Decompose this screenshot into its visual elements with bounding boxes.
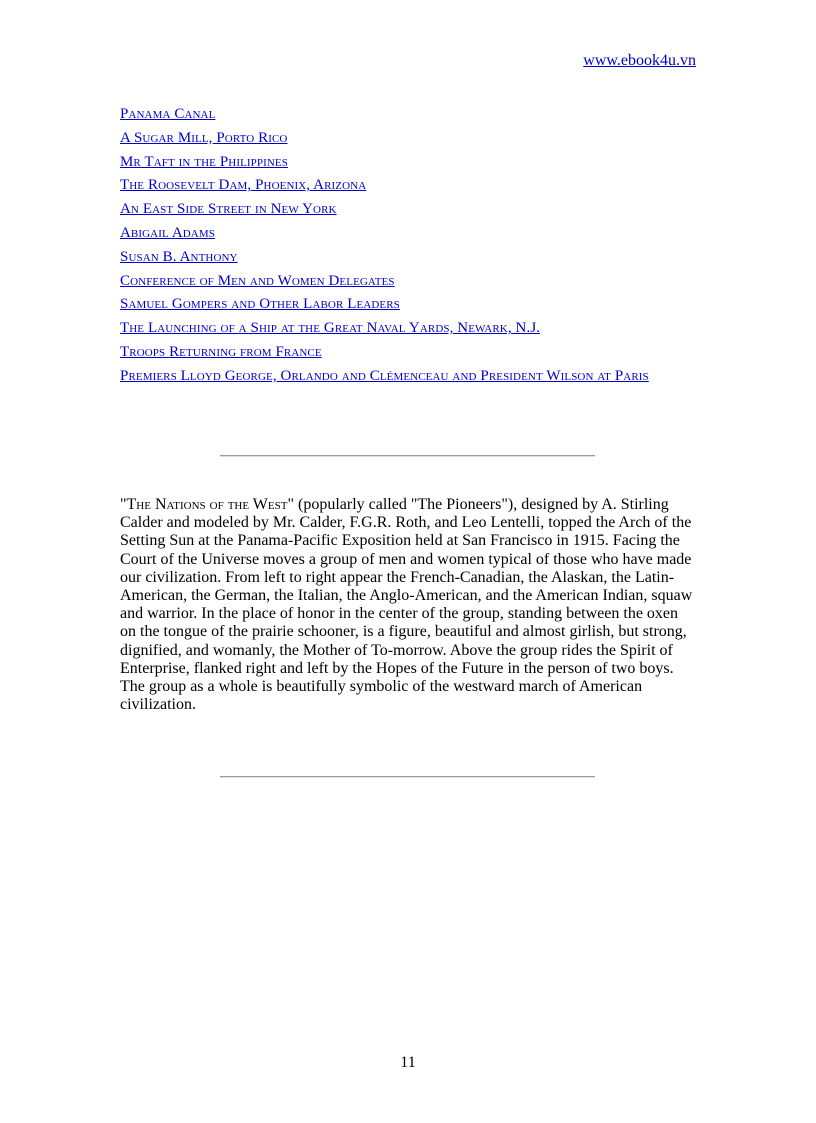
illustration-link-ship-launching[interactable]: The Launching of a Ship at the Great Naval Yards, Newark, N.J. (120, 320, 541, 337)
list-item (120, 319, 700, 337)
list-item (120, 343, 700, 361)
illustration-link-troops-returning[interactable]: Troops Returning from France (120, 343, 322, 360)
horizontal-rule (220, 455, 595, 457)
caption-open-quote: " (120, 496, 127, 513)
list-item (120, 176, 700, 194)
page-number: 11 (400, 1054, 416, 1071)
list-item (120, 129, 700, 147)
list-item (120, 200, 700, 218)
illustration-link-conference-delegates[interactable]: Conference of Men and Women Delegates (120, 272, 395, 289)
caption-text: " (popularly called "The Pioneers"), designed by A. Stirling Calder and modeled by Mr. Calder, F.G.R. Roth, and Leo Lentelli, topped the Arch of the Setting Sun at the Panama-Pacific Exposition held at San Francisco in 1915. Facing the Court of the Universe moves a group of men and women typical of those who have made our civilization. From left to right appear the French-Canadian, the Alaskan, the Latin-American, the German, the Italian, the Anglo-American, and the American Indian, squaw and warrior. In the place of honor in the center of the group, standing between the oxen on the tongue of the prairie schooner, is a figure, beautiful and almost girlish, but strong, dignified, and womanly, the Mother of To-morrow. Above the group rides the Spirit of Enterprise, flanked right and left by the Hopes of the Future in the person of two boys. The group as a whole is beautifully symbolic of the westward march of American civilization. (120, 496, 693, 714)
illustration-link-abigail-adams[interactable]: Abigail Adams (120, 224, 215, 241)
illustration-link-samuel-gompers[interactable]: Samuel Gompers and Other Labor Leaders (120, 296, 400, 313)
caption-title: The Nations of the West (126, 496, 288, 513)
illustration-link-susan-anthony[interactable]: Susan B. Anthony (120, 248, 238, 265)
illustration-list (120, 105, 700, 391)
illustration-link-roosevelt-dam[interactable]: The Roosevelt Dam, Phoenix, Arizona (120, 177, 367, 194)
list-item (120, 248, 700, 266)
site-link[interactable]: www.ebook4u.vn (583, 52, 696, 69)
horizontal-rule (220, 776, 595, 778)
list-item (120, 224, 700, 242)
list-item (120, 367, 700, 385)
caption-paragraph (120, 496, 698, 714)
list-item (120, 105, 700, 123)
illustration-link-sugar-mill[interactable]: A Sugar Mill, Porto Rico (120, 129, 288, 146)
list-item (120, 272, 700, 290)
illustration-link-taft-philippines[interactable]: Mr Taft in the Philippines (120, 153, 288, 170)
illustration-link-east-side-street[interactable]: An East Side Street in New York (120, 201, 337, 218)
list-item (120, 153, 700, 171)
list-item (120, 295, 700, 313)
illustration-link-panama-canal[interactable]: Panama Canal (120, 106, 216, 122)
illustration-link-premiers-paris[interactable]: Premiers Lloyd George, Orlando and Clémenceau and President Wilson at Paris (120, 367, 649, 384)
